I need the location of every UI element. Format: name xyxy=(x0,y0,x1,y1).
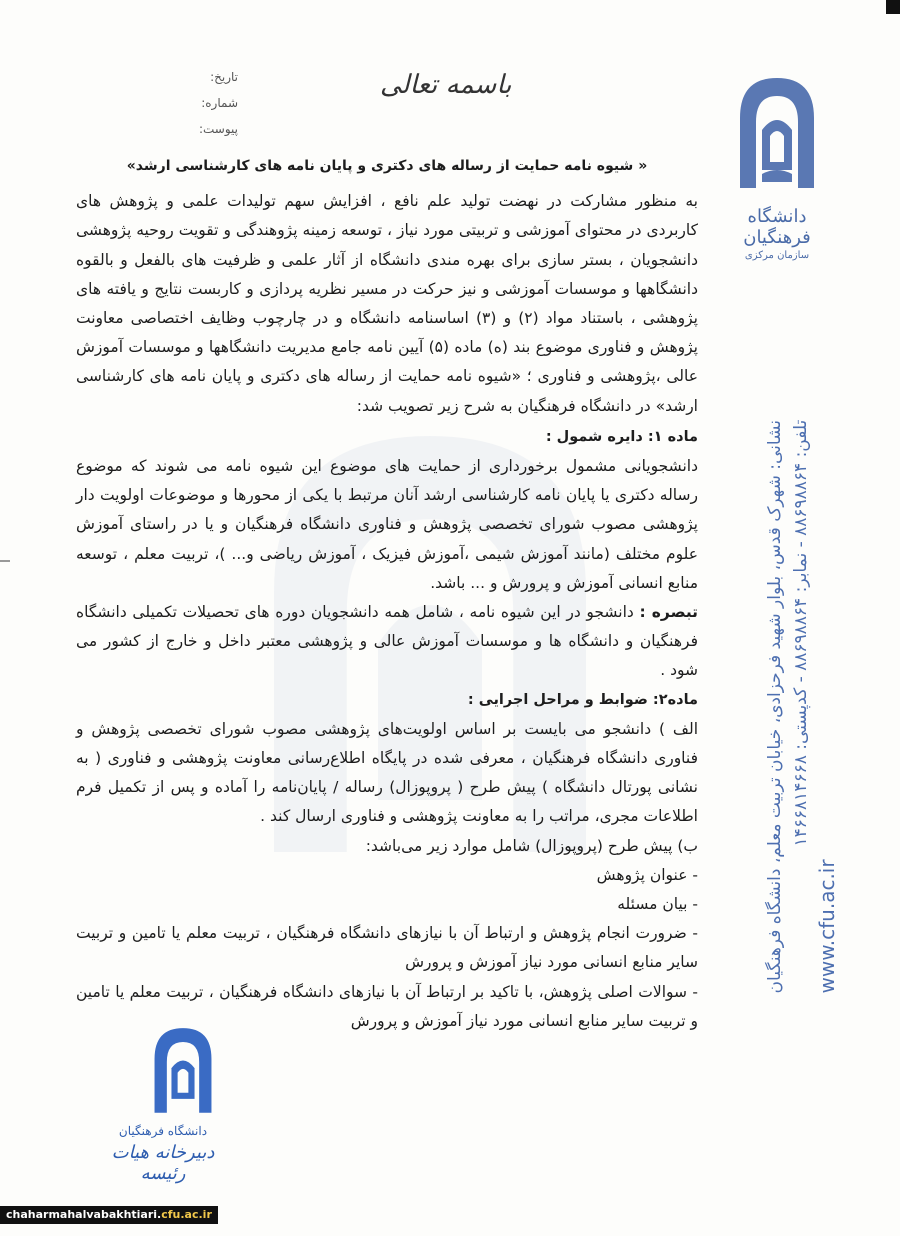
basmala: باسمه تعالی xyxy=(380,70,512,100)
article2-heading: ماده۲: ضوابط و مراحل اجرایی : xyxy=(467,691,698,708)
site-watermark-tag xyxy=(0,1206,218,1224)
stamp-emblem-icon xyxy=(138,1022,228,1122)
clause-a: الف ) دانشجو می بایست بر اساس اولویت‌های پژوهشی مصوب شورای تخصصی پژوهش و فناوری دانشگاه فرهنگیان ، معرفی شده در پایگاه اطلاع‌رسانی معاونت پژوهشی و فناوری ( به نشانی پورتال دانشگاه ) پیش طرح ( پروپوزال) رساله / پایان‌نامه را آماده و پس از تکمیل فرم اطلاعات مجری، مراتب را به معاونت پژوهشی و فناوری ارسال کند . xyxy=(76,719,698,826)
side-contact-info xyxy=(762,420,840,993)
university-emblem-icon xyxy=(722,70,832,200)
fold-mark xyxy=(0,560,10,562)
organization-name: سازمان مرکزی xyxy=(744,250,810,261)
note-text: دانشجو در این شیوه نامه ، شامل همه دانشجویان دوره های تحصیلات تکمیلی دانشگاه فرهنگیان و دانشگاه ها و موسسات آموزش عالی و پژوهشی معتبر داخل و خارج از کشور می شود . xyxy=(76,603,698,680)
contact-website: www.cfu.ac.ir xyxy=(815,859,839,994)
intro-paragraph: به منظور مشارکت در نهضت تولید علم نافع ، افزایش سهم تولیدات علمی و پژوهش های کاربردی در محتوای آموزشی و تربیتی مورد نیاز ، توسعه زمینه پژوهندگی و تقویت روحیه پژوهشی دانشجویان ، بستر سازی برای بهره مندی دانشگاه از آثار علمی و ظرفیت های بالفعل و بالقوه دانشگاهها و موسسات آموزشی و نیز حرکت در مسیر نظریه پردازی و کاربست نتایج و یافته های پژوهشی ، باستناد مواد (۲) و (۳) اساسنامه دانشگاه و در چارچوب وظایف اختصاصی معاونت پژوهش و فناوری موضوع بند (ه) ماده (۵) آیین نامه جامع مدیریت دانشگاهها و موسسات آموزش عالی ،پژوهشی و فناوری ؛ «شیوه نامه حمایت از رساله های دکتری و پایان نامه های کارشناسی ارشد» در دانشگاه فرهنگیان به شرح زیر تصویب شد: xyxy=(76,192,698,415)
note-paragraph xyxy=(76,598,698,686)
document-body xyxy=(76,152,698,1036)
meta-number: شماره: xyxy=(201,96,238,110)
article1-paragraph: دانشجویانی مشمول برخورداری از حمایت های موضوع این شیوه نامه می شوند که موضوع رساله دکتری یا پایان نامه کارشناسی ارشد آنان مرتبط با یکی از محورها و موضوعات اولویت دار پژوهشی مصوب شورای تخصصی پژوهش و فناوری دانشگاه فرهنگیان و یا در راستای آموزش علوم مختلف (مانند آموزش شیمی ،آموزش فیزیک ، آموزش ریاضی و... )، تربیت معلم ، توسعه منابع انسانی آموزش و پرورش و ... باشد. xyxy=(76,457,698,592)
contact-phone: تلفن: ۸۸۶۹۸۸۶۴ - نمابر: ۸۸۶۹۸۸۶۴ - کدپستی: ۱۴۶۶۸۱۴۶۶۸ xyxy=(791,420,811,847)
contact-address: نشانی: شهرک قدس، بلوار شهید فرحزادی، خیابان تربیت معلم، دانشگاه فرهنگیان xyxy=(765,420,785,994)
meta-date: تاریخ: xyxy=(210,70,238,84)
article1-heading: ماده ۱: دایره شمول : xyxy=(545,428,698,445)
secretariat-stamp xyxy=(98,1022,228,1182)
corner-mark xyxy=(886,0,900,14)
clause-b: ب) پیش طرح (پروپوزال) شامل موارد زیر می‌باشد: xyxy=(365,836,698,855)
site-tag-suffix: cfu.ac.ir xyxy=(161,1208,212,1221)
university-name: دانشگاه فرهنگیان xyxy=(743,206,811,248)
university-logo xyxy=(722,70,832,270)
stamp-university-name: دانشگاه فرهنگیان xyxy=(118,1124,208,1138)
meta-attachment: پیوست: xyxy=(198,122,238,136)
list-item: - عنوان پژوهش xyxy=(596,865,698,884)
document-title: « شیوه نامه حمایت از رساله های دکتری و پایان نامه های کارشناسی ارشد» xyxy=(126,158,648,174)
site-tag-prefix: chaharmahalvabakhtiari. xyxy=(6,1208,162,1221)
letter-meta xyxy=(178,64,238,142)
list-item: - بیان مسئله xyxy=(617,895,698,914)
note-label: تبصره : xyxy=(639,603,698,622)
list-item: - سوالات اصلی پژوهش، با تاکید بر ارتباط آن با نیازهای دانشگاه فرهنگیان ، تربیت معلم یا تامین و تربیت سایر منابع انسانی مورد نیاز آموزش و پرورش xyxy=(76,982,698,1030)
stamp-secretariat: دبیرخانه هیات رئیسه xyxy=(111,1142,215,1184)
list-item: - ضرورت انجام پژوهش و ارتباط آن با نیازهای دانشگاه فرهنگیان ، تربیت معلم یا تامین و تربیت سایر منابع انسانی مورد نیاز آموزش و پرورش xyxy=(76,924,698,972)
